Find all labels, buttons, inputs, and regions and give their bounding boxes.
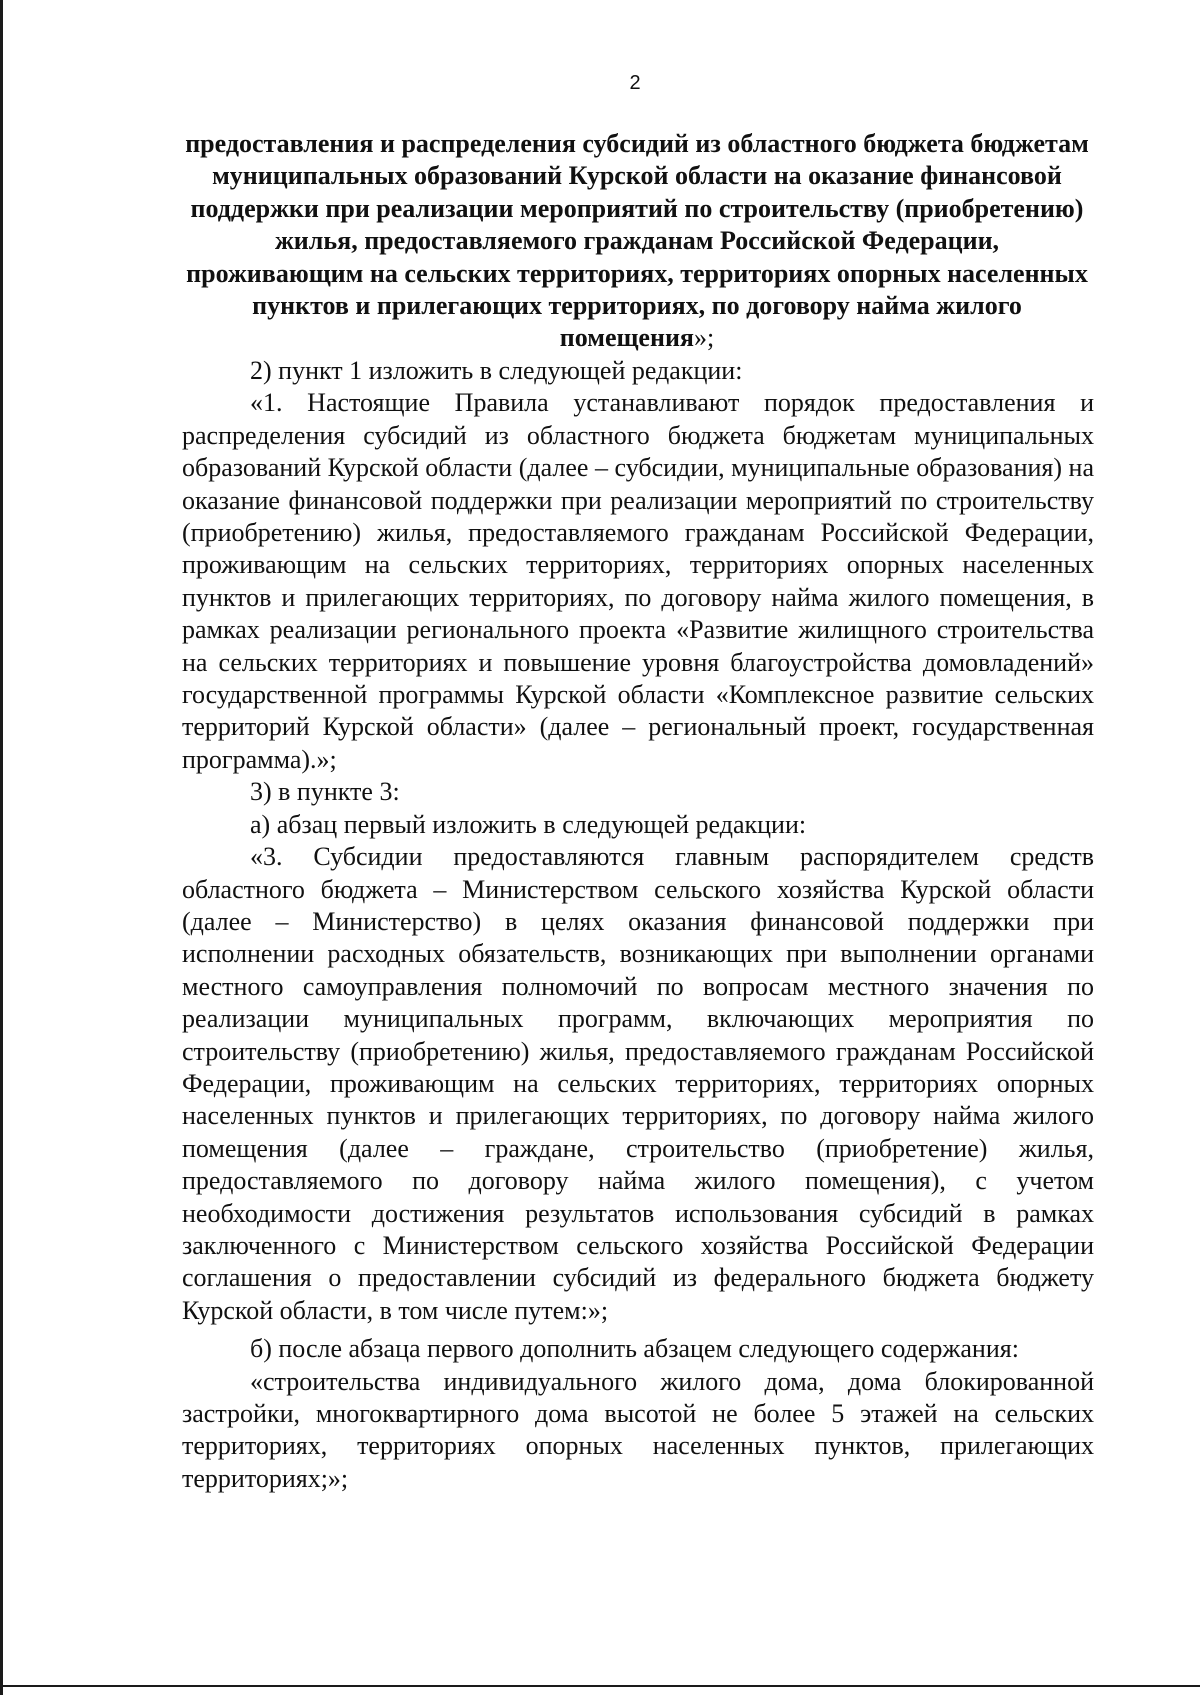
scan-edge-bottom: [0, 1685, 1200, 1687]
scan-edge-left: [0, 0, 3, 1695]
paragraph-item-2: 2) пункт 1 изложить в следующей редакции:: [250, 356, 743, 385]
title-closing: »;: [694, 323, 715, 353]
paragraph-subitem-b: б) после абзаца первого дополнить абзацем следующего содержания:: [250, 1334, 1019, 1364]
document-title: [184, 128, 1090, 355]
paragraph-item-3: 3) в пункте 3:: [250, 777, 400, 807]
paragraph-item-1-text: «1. Настоящие Правила устанавливают порядок предоставления и распределения субсидий из областного бюджета бюджетам муниципальных образований Курской области (далее – субсидии, муниципальные образования) на оказание финансовой поддержки при реализации мероприятий по строительству (приобретению) жилья, предоставляемого гражданам Российской Федерации, проживающим на сельских территориях, территориях опорных населенных пунктов и прилегающих территориях, по договору найма жилого помещения, в рамках реализации регионального проекта «Развитие жилищного строительства на сельских территориях и повышение уровня благоустройства домовладений» государственной программы Курской области «Комплексное развитие сельских территорий Курской области» (далее – региональный проект, государственная программа).»;: [182, 388, 1094, 774]
paragraph-new-text: «строительства индивидуального жилого дома, дома блокированной застройки, многоквартирного дома высотой не более 5 этажей на сельских территориях, территориях опорных населенных пунктов, прилегающих территориях;»;: [182, 1366, 1094, 1493]
document-body: [182, 355, 1094, 1495]
page-number: 2: [629, 72, 641, 94]
title-bold-text: предоставления и распределения субсидий из областного бюджета бюджетам муниципальных образований Курской области на оказание финансовой поддержки при реализации мероприятий по строительству (приобретению) жилья, предоставляемого гражданам Российской Федерации, проживающим на сельских территориях, территориях опорных населенных пунктов и прилегающих территориях, по договору найма жилого помещения: [185, 129, 1089, 353]
paragraph-item-3-text: «3. Субсидии предоставляются главным распорядителем средств областного бюджета – Министерством сельского хозяйства Курской области (далее – Министерство) в целях оказания финансовой поддержки при исполнении расходных обязательств, возникающих при выполнении органами местного самоуправления полномочий по вопросам местного значения по реализации муниципальных программ, включающих мероприятия по строительству (приобретению) жилья, предоставляемого гражданам Российской Федерации, проживающим на сельских территориях, территориях опорных населенных пунктов и прилегающих территориях, по договору найма жилого помещения (далее – граждане, строительство (приобретение) жилья, предоставляемого по договору найма жилого помещения), с учетом необходимости достижения результатов использования субсидий в рамках заключенного с Министерством сельского хозяйства Российской Федерации соглашения о предоставлении субсидий из федерального бюджета бюджету Курской области, в том числе путем:»;: [182, 842, 1094, 1325]
paragraph-subitem-a: а) абзац первый изложить в следующей редакции:: [250, 809, 807, 839]
